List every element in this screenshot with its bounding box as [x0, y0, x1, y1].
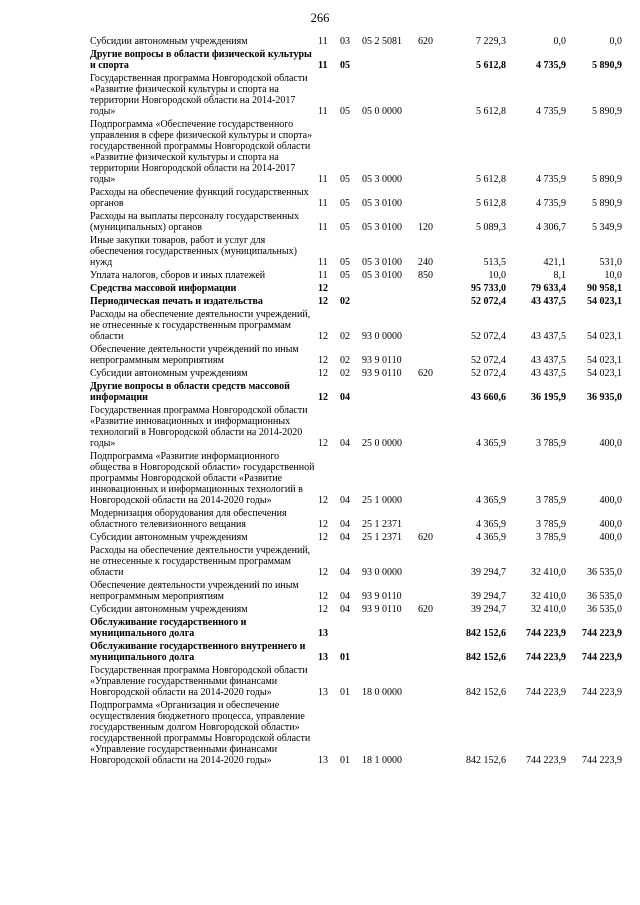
row-section-code: 12: [318, 331, 328, 342]
row-expense-type-code: [418, 344, 444, 368]
row-amount-1: 842 152,6: [466, 652, 506, 663]
row-description: Расходы на обеспечение деятельности учреждений, не отнесенные к государственным программам области: [90, 309, 311, 342]
row-expense-type-code: [418, 49, 444, 73]
row-target-code: 93 0 0000: [362, 331, 402, 342]
row-description: Подпрограмма «Развитие информационного общества в Новгородской области» государственной программы Новгородской области «Развитие инновационных и информационных технологий в Новгородской области на 2014-2020 годы»: [90, 451, 315, 506]
row-amount-3: 36 535,0: [587, 604, 622, 615]
row-section-code: 12: [318, 283, 328, 294]
row-amount-3: 5 890,9: [592, 174, 622, 185]
row-amount-1: 7 229,3: [476, 36, 506, 47]
row-section-code: 13: [318, 628, 328, 639]
row-amount-3: 5 890,9: [592, 106, 622, 117]
row-amount-1: 842 152,6: [466, 687, 506, 698]
row-amount-2: 43 437,5: [531, 296, 566, 307]
row-target-code: 93 9 0110: [362, 368, 402, 379]
table-row: [90, 119, 622, 187]
row-expense-type-code: [418, 641, 444, 665]
table-row: [90, 700, 622, 768]
row-section-code: 12: [318, 495, 328, 506]
row-expense-type-code: 620: [418, 532, 433, 543]
row-section-code: 12: [318, 567, 328, 578]
row-expense-type-code: [418, 309, 444, 344]
table-row: [90, 545, 622, 580]
row-subsection-code: 04: [340, 495, 350, 506]
row-section-code: 11: [318, 222, 328, 233]
row-target-code: 18 1 0000: [362, 755, 402, 766]
table-row: [90, 368, 622, 381]
row-section-code: 13: [318, 687, 328, 698]
row-section-code: 11: [318, 270, 328, 281]
page-number: 266: [310, 11, 330, 25]
table-row: [90, 296, 622, 309]
table-row: [90, 36, 622, 49]
row-description: Обслуживание государственного и муниципального долга: [90, 617, 247, 639]
row-target-code: 25 1 2371: [362, 532, 402, 543]
row-expense-type-code: 120: [418, 222, 433, 233]
row-amount-1: 513,5: [483, 257, 506, 268]
row-amount-1: 4 365,9: [476, 519, 506, 530]
row-amount-3: 400,0: [599, 519, 622, 530]
row-subsection-code: 04: [340, 591, 350, 602]
row-description: Субсидии автономным учреждениям: [90, 604, 248, 615]
row-subsection-code: 01: [340, 687, 350, 698]
row-amount-3: 744 223,9: [582, 652, 622, 663]
row-amount-3: 54 023,1: [587, 296, 622, 307]
row-section-code: 12: [318, 591, 328, 602]
table-row: [90, 580, 622, 604]
row-subsection-code: [340, 283, 362, 296]
row-expense-type-code: [418, 381, 444, 405]
row-amount-3: 90 958,1: [587, 283, 622, 294]
row-expense-type-code: [418, 296, 444, 309]
row-target-code: 18 0 0000: [362, 687, 402, 698]
row-expense-type-code: [418, 283, 444, 296]
row-amount-3: 5 890,9: [592, 198, 622, 209]
table-row: [90, 270, 622, 283]
row-amount-2: 43 437,5: [531, 368, 566, 379]
row-expense-type-code: 620: [418, 604, 433, 615]
row-section-code: 13: [318, 755, 328, 766]
row-description: Обслуживание государственного внутреннего и муниципального долга: [90, 641, 306, 663]
row-amount-1: 5 612,8: [476, 106, 506, 117]
row-amount-2: 3 785,9: [536, 519, 566, 530]
row-amount-2: 421,1: [543, 257, 566, 268]
row-target-code: 25 0 0000: [362, 438, 402, 449]
row-section-code: 11: [318, 257, 328, 268]
row-amount-3: 400,0: [599, 438, 622, 449]
row-expense-type-code: 240: [418, 257, 433, 268]
row-expense-type-code: 620: [418, 36, 433, 47]
row-amount-1: 52 072,4: [471, 355, 506, 366]
row-description: Субсидии автономным учреждениям: [90, 532, 248, 543]
row-amount-1: 5 612,8: [476, 174, 506, 185]
row-amount-2: 744 223,9: [526, 755, 566, 766]
row-description: Подпрограмма «Обеспечение государственного управления в сфере физической культуры и спорта» государственной программы Новгородской области «Развитие физической культуры и спорта на территории Новгородской области на 2014-2017 годы»: [90, 119, 313, 185]
row-expense-type-code: [418, 545, 444, 580]
table-row: [90, 235, 622, 270]
row-subsection-code: 02: [340, 331, 350, 342]
table-row: [90, 344, 622, 368]
row-amount-1: 4 365,9: [476, 495, 506, 506]
row-target-code: 93 9 0110: [362, 355, 402, 366]
table-row: [90, 451, 622, 508]
row-description: Обеспечение деятельности учреждений по иным непрограммным мероприятиям: [90, 344, 299, 366]
row-target-code: 25 1 2371: [362, 519, 402, 530]
table-row: [90, 49, 622, 73]
row-subsection-code: 04: [340, 392, 350, 403]
row-subsection-code: 05: [340, 106, 350, 117]
row-target-code: 93 0 0000: [362, 567, 402, 578]
row-amount-3: 744 223,9: [582, 628, 622, 639]
row-amount-2: 4 735,9: [536, 198, 566, 209]
row-description: Уплата налогов, сборов и иных платежей: [90, 270, 266, 281]
row-amount-3: 744 223,9: [582, 687, 622, 698]
row-expense-type-code: [418, 451, 444, 508]
row-section-code: 11: [318, 198, 328, 209]
row-amount-1: 5 612,8: [476, 60, 506, 71]
row-amount-2: 744 223,9: [526, 628, 566, 639]
row-section-code: 11: [318, 106, 328, 117]
row-amount-2: 3 785,9: [536, 438, 566, 449]
row-amount-1: 842 152,6: [466, 628, 506, 639]
table-row: [90, 532, 622, 545]
row-description: Расходы на выплаты персоналу государственных (муниципальных) органов: [90, 211, 300, 233]
row-subsection-code: 05: [340, 198, 350, 209]
row-expense-type-code: [418, 580, 444, 604]
row-amount-1: 52 072,4: [471, 331, 506, 342]
row-subsection-code: 05: [340, 60, 350, 71]
row-amount-2: 8,1: [553, 270, 566, 281]
row-description: Модернизация оборудования для обеспечения областного телевизионного вещания: [90, 508, 287, 530]
row-description: Периодическая печать и издательства: [90, 296, 263, 307]
row-amount-1: 52 072,4: [471, 368, 506, 379]
row-amount-2: 4 735,9: [536, 106, 566, 117]
row-amount-2: 3 785,9: [536, 532, 566, 543]
row-amount-3: 5 890,9: [592, 60, 622, 71]
row-section-code: 13: [318, 652, 328, 663]
row-subsection-code: 05: [340, 270, 350, 281]
row-subsection-code: 01: [340, 652, 350, 663]
row-description: Субсидии автономным учреждениям: [90, 36, 248, 47]
row-section-code: 12: [318, 392, 328, 403]
row-description: Подпрограмма «Организация и обеспечение осуществления бюджетного процесса, управление государственным долгом Новгородской области» государственной программы Новгородской области «Управление государственными финансами Новгородской области на 2014-2020 годы»: [90, 700, 311, 766]
row-expense-type-code: [418, 700, 444, 768]
row-expense-type-code: [418, 508, 444, 532]
row-section-code: 11: [318, 36, 328, 47]
row-expense-type-code: [418, 73, 444, 119]
row-amount-2: 43 437,5: [531, 331, 566, 342]
row-amount-1: 842 152,6: [466, 755, 506, 766]
row-section-code: 12: [318, 296, 328, 307]
row-expense-type-code: [418, 187, 444, 211]
table-row: [90, 617, 622, 641]
row-target-code: [362, 381, 418, 405]
row-amount-2: 4 735,9: [536, 60, 566, 71]
row-amount-3: 54 023,1: [587, 368, 622, 379]
table-row: [90, 73, 622, 119]
row-amount-1: 5 089,3: [476, 222, 506, 233]
row-expense-type-code: [418, 617, 444, 641]
row-subsection-code: 04: [340, 519, 350, 530]
row-amount-1: 39 294,7: [471, 591, 506, 602]
row-amount-2: 32 410,0: [531, 567, 566, 578]
row-expense-type-code: [418, 405, 444, 451]
row-description: Государственная программа Новгородской области «Развитие физической культуры и спорта на территории Новгородской области на 2014-2017 годы»: [90, 73, 308, 117]
row-amount-2: 32 410,0: [531, 604, 566, 615]
table-row: [90, 283, 622, 296]
row-amount-3: 400,0: [599, 495, 622, 506]
row-target-code: 05 3 0100: [362, 222, 402, 233]
row-amount-3: 54 023,1: [587, 331, 622, 342]
table-row: [90, 604, 622, 617]
row-section-code: 12: [318, 519, 328, 530]
row-amount-2: 4 306,7: [536, 222, 566, 233]
row-amount-1: 4 365,9: [476, 438, 506, 449]
row-target-code: 05 3 0000: [362, 174, 402, 185]
row-amount-2: 4 735,9: [536, 174, 566, 185]
row-amount-3: 36 935,0: [587, 392, 622, 403]
row-amount-1: 43 660,6: [471, 392, 506, 403]
row-subsection-code: 04: [340, 532, 350, 543]
row-subsection-code: 01: [340, 755, 350, 766]
row-description: Расходы на обеспечение деятельности учреждений, не отнесенные к государственным программам области: [90, 545, 311, 578]
table-row: [90, 381, 622, 405]
row-description: Средства массовой информации: [90, 283, 237, 294]
row-section-code: 12: [318, 438, 328, 449]
row-subsection-code: 03: [340, 36, 350, 47]
row-section-code: 12: [318, 368, 328, 379]
table-row: [90, 405, 622, 451]
table-row: [90, 665, 622, 700]
row-amount-1: 39 294,7: [471, 604, 506, 615]
row-expense-type-code: [418, 665, 444, 700]
row-amount-3: 36 535,0: [587, 591, 622, 602]
row-amount-1: 4 365,9: [476, 532, 506, 543]
row-target-code: 93 9 0110: [362, 604, 402, 615]
row-section-code: 12: [318, 604, 328, 615]
row-amount-2: 744 223,9: [526, 687, 566, 698]
row-amount-1: 39 294,7: [471, 567, 506, 578]
row-description: Другие вопросы в области физической культуры и спорта: [90, 49, 312, 71]
row-subsection-code: 02: [340, 355, 350, 366]
row-target-code: [362, 641, 418, 665]
row-expense-type-code: 850: [418, 270, 433, 281]
budget-table: [90, 36, 622, 768]
row-target-code: 05 2 5081: [362, 36, 402, 47]
row-amount-2: 0,0: [553, 36, 566, 47]
budget-table-body: [90, 36, 622, 768]
row-expense-type-code: 620: [418, 368, 433, 379]
row-target-code: 05 0 0000: [362, 106, 402, 117]
row-target-code: 05 3 0100: [362, 270, 402, 281]
row-subsection-code: 04: [340, 567, 350, 578]
row-subsection-code: 05: [340, 257, 350, 268]
row-amount-3: 0,0: [609, 36, 622, 47]
row-amount-3: 531,0: [599, 257, 622, 268]
table-row: [90, 309, 622, 344]
row-amount-3: 36 535,0: [587, 567, 622, 578]
row-amount-1: 5 612,8: [476, 198, 506, 209]
row-description: Субсидии автономным учреждениям: [90, 368, 248, 379]
row-target-code: [362, 296, 418, 309]
row-target-code: [362, 283, 418, 296]
table-row: [90, 187, 622, 211]
row-description: Иные закупки товаров, работ и услуг для обеспечения государственных (муниципальных) нужд: [90, 235, 297, 268]
row-subsection-code: 04: [340, 604, 350, 615]
row-subsection-code: 04: [340, 438, 350, 449]
row-target-code: 05 3 0100: [362, 257, 402, 268]
row-amount-3: 744 223,9: [582, 755, 622, 766]
row-subsection-code: 02: [340, 368, 350, 379]
row-target-code: 93 9 0110: [362, 591, 402, 602]
row-description: Обеспечение деятельности учреждений по иным непрограммным мероприятиям: [90, 580, 299, 602]
row-amount-2: 36 195,9: [531, 392, 566, 403]
row-section-code: 12: [318, 532, 328, 543]
row-description: Расходы на обеспечение функций государственных органов: [90, 187, 309, 209]
row-target-code: [362, 49, 418, 73]
table-row: [90, 211, 622, 235]
row-amount-3: 5 349,9: [592, 222, 622, 233]
row-target-code: 25 1 0000: [362, 495, 402, 506]
table-row: [90, 641, 622, 665]
row-subsection-code: 05: [340, 174, 350, 185]
row-amount-3: 54 023,1: [587, 355, 622, 366]
row-amount-1: 52 072,4: [471, 296, 506, 307]
row-subsection-code: 05: [340, 222, 350, 233]
row-amount-1: 95 733,0: [471, 283, 506, 294]
row-description: Государственная программа Новгородской области «Развитие инновационных и информационных технологий в Новгородской области на 2014-2020 годы»: [90, 405, 308, 449]
row-subsection-code: 02: [340, 296, 350, 307]
row-amount-2: 43 437,5: [531, 355, 566, 366]
row-section-code: 11: [318, 60, 328, 71]
row-amount-2: 79 633,4: [531, 283, 566, 294]
row-target-code: [362, 617, 418, 641]
table-row: [90, 508, 622, 532]
row-amount-2: 32 410,0: [531, 591, 566, 602]
row-amount-2: 744 223,9: [526, 652, 566, 663]
row-amount-3: 400,0: [599, 532, 622, 543]
row-expense-type-code: [418, 119, 444, 187]
row-target-code: 05 3 0100: [362, 198, 402, 209]
row-section-code: 11: [318, 174, 328, 185]
row-section-code: 12: [318, 355, 328, 366]
row-amount-1: 10,0: [488, 270, 506, 281]
row-amount-3: 10,0: [604, 270, 622, 281]
row-description: Государственная программа Новгородской области «Управление государственными финансами Новгородской области на 2014-2020 годы»: [90, 665, 308, 698]
row-description: Другие вопросы в области средств массовой информации: [90, 381, 290, 403]
row-amount-2: 3 785,9: [536, 495, 566, 506]
row-subsection-code: [340, 617, 362, 641]
